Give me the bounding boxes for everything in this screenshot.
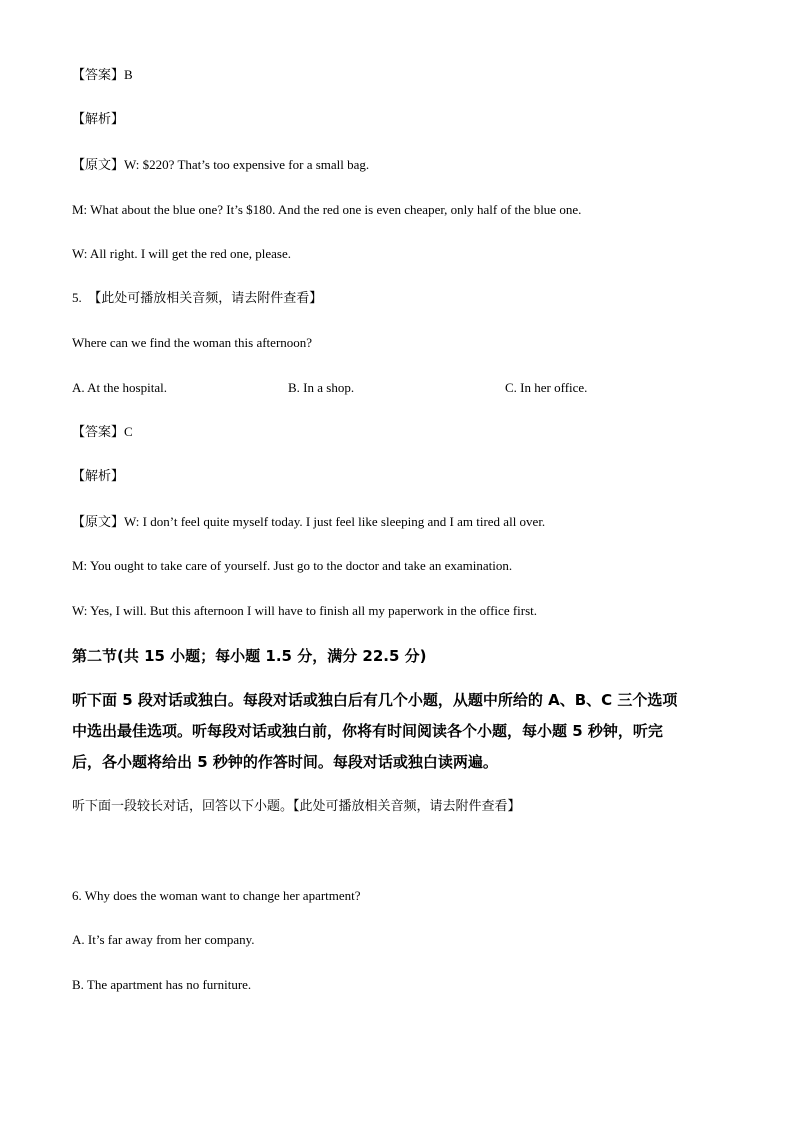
transcript-text: W: $220? That’s too expensive for a small bag. <box>124 157 370 172</box>
section-title: 第二节(共 15 小题；每小题 1.5 分，满分 22.5 分) <box>72 647 427 665</box>
section-instructions-line-2: 中选出最佳选项。听每段对话或独白前，你将有时间阅读各个小题，每小题 5 秒钟，听完 <box>72 722 663 740</box>
answer-tag: 【答案】 <box>72 425 125 440</box>
answer-tag: 【答案】 <box>72 68 125 83</box>
section-instructions-line-3: 后，各小题将给出 5 秒钟的作答时间。每段对话或独白读两遍。 <box>72 753 498 771</box>
q5-header <box>72 289 322 308</box>
original-tag: 【原文】 <box>72 158 125 173</box>
q5-option-c: C. In her office. <box>505 380 588 395</box>
q5-answer <box>72 423 133 442</box>
q5-analysis-tag: 【解析】 <box>72 469 125 484</box>
q6-question: 6. Why does the woman want to change her apartment? <box>72 888 361 903</box>
q4-transcript-line-2: M: What about the blue one? It’s $180. And the red one is even cheaper, only half of the blue one. <box>72 202 582 217</box>
q5-transcript-line-3: W: Yes, I will. But this afternoon I will have to finish all my paperwork in the office first. <box>72 603 538 618</box>
q4-transcript-line-3: W: All right. I will get the red one, please. <box>72 246 292 261</box>
q5-transcript-line-2: M: You ought to take care of yourself. Just go to the doctor and take an examination. <box>72 558 513 573</box>
original-tag: 【原文】 <box>72 515 125 530</box>
q5-transcript-line-1 <box>72 513 545 532</box>
answer-value: B <box>124 67 133 82</box>
q6-option-a: A. It’s far away from her company. <box>72 932 255 947</box>
section-instructions-line-1: 听下面 5 段对话或独白。每段对话或独白后有几个小题，从题中所给的 A、B、C 三个选项 <box>72 691 678 709</box>
q5-option-b: B. In a shop. <box>288 380 355 395</box>
q5-question: Where can we find the woman this afternoon? <box>72 335 313 350</box>
q6-option-b: B. The apartment has no furniture. <box>72 977 252 992</box>
q4-analysis-tag: 【解析】 <box>72 112 125 127</box>
transcript-text: W: I don’t feel quite myself today. I just feel like sleeping and I am tired all over. <box>124 514 546 529</box>
audio-note: 【此处可播放相关音频，请去附件查看】 <box>88 291 323 306</box>
q4-transcript-line-1 <box>72 156 369 175</box>
listen-prompt: 听下面一段较长对话，回答以下小题。【此处可播放相关音频，请去附件查看】 <box>72 799 521 814</box>
q5-option-a: A. At the hospital. <box>72 380 167 395</box>
q4-answer <box>72 66 133 85</box>
question-number: 5. <box>72 290 82 305</box>
answer-value: C <box>124 424 133 439</box>
